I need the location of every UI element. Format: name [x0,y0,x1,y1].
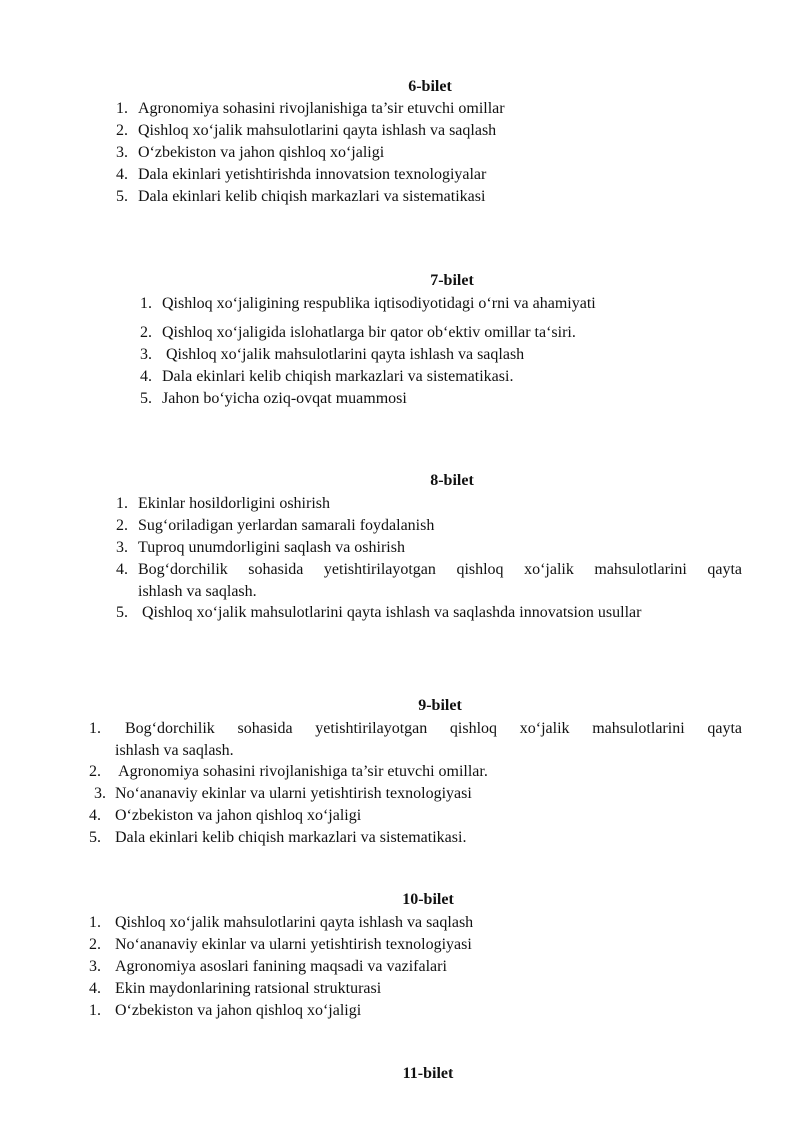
item-number: 3. [116,539,128,556]
item-text: O‘zbekiston va jahon qishloq xo‘jaligi [115,807,362,824]
item-text: Agronomiya sohasini rivojlanishiga ta’sir etuvchi omillar [138,100,505,117]
item-number: 5. [140,390,152,407]
ticket-title: 10-bilet [402,891,454,908]
ticket-title: 6-bilet [408,78,452,95]
item-text: Sug‘oriladigan yerlardan samarali foydalanish [138,517,435,534]
item-text: Qishloq xo‘jaligida islohatlarga bir qator ob‘ektiv omillar ta‘siri. [162,324,576,341]
item-text: Jahon bo‘yicha oziq-ovqat muammosi [162,390,407,407]
item-number: 1. [89,914,101,931]
ticket-title: 11-bilet [402,1065,454,1082]
item-text: Dala ekinlari kelib chiqish markazlari va sistematikasi. [162,368,514,385]
item-text: Agronomiya asoslari fanining maqsadi va vazifalari [115,958,447,975]
item-text: Dala ekinlari kelib chiqish markazlari va sistematikasi. [115,829,467,846]
item-number: 1. [89,1002,101,1019]
ticket-title: 7-bilet [430,272,474,289]
item-text: No‘ananaviy ekinlar va ularni yetishtirish texnologiyasi [115,936,472,953]
item-number: 3. [116,144,128,161]
item-number: 1. [116,100,128,117]
item-text: Dala ekinlari kelib chiqish markazlari va sistematikasi [138,188,486,205]
item-text: Tuproq unumdorligini saqlash va oshirish [138,539,405,556]
item-text-continuation: ishlash va saqlash. [115,742,234,759]
item-number: 4. [140,368,152,385]
item-number: 5. [116,604,128,621]
item-number: 1. [116,495,128,512]
item-number: 3. [140,346,152,363]
item-text: Agronomiya sohasini rivojlanishiga ta’sir etuvchi omillar. [115,763,488,780]
item-text: Qishloq xo‘jalik mahsulotlarini qayta ishlash va saqlash [115,914,474,931]
item-number: 5. [89,829,101,846]
item-number: 1. [89,720,101,737]
item-number: 3. [89,958,101,975]
item-number: 2. [89,763,101,780]
item-text: Bog‘dorchilik sohasida yetishtirilayotgan qishloq xo‘jalik mahsulotlarini qayta [138,561,742,578]
list-item [116,559,742,603]
item-number: 4. [116,166,128,183]
list-item [89,718,742,762]
item-number: 3. [94,785,106,802]
item-text: Qishloq xo‘jaligining respublika iqtisodiyotidagi o‘rni va ahamiyati [162,295,596,312]
item-number: 2. [116,122,128,139]
item-number: 4. [116,561,128,578]
item-text: Qishloq xo‘jalik mahsulotlarini qayta ishlash va saqlash [138,122,497,139]
item-number: 4. [89,980,101,997]
item-text: Qishloq xo‘jalik mahsulotlarini qayta ishlash va saqlash [162,346,525,363]
item-number: 2. [89,936,101,953]
item-text: Ekin maydonlarining ratsional strukturasi [115,980,382,997]
item-number: 1. [140,295,152,312]
item-text: No‘ananaviy ekinlar va ularni yetishtirish texnologiyasi [115,785,472,802]
item-text: Qishloq xo‘jalik mahsulotlarini qayta ishlash va saqlashda innovatsion usullar [138,604,642,621]
item-text: O‘zbekiston va jahon qishloq xo‘jaligi [115,1002,362,1019]
item-text: Dala ekinlari yetishtirishda innovatsion texnologiyalar [138,166,487,183]
item-number: 2. [116,517,128,534]
item-text: O‘zbekiston va jahon qishloq xo‘jaligi [138,144,385,161]
item-number: 4. [89,807,101,824]
item-number: 2. [140,324,152,341]
ticket-title: 8-bilet [430,472,474,489]
item-text: Bog‘dorchilik sohasida yetishtirilayotgan qishloq xo‘jalik mahsulotlarini qayta [125,720,742,737]
item-text: Ekinlar hosildorligini oshirish [138,495,330,512]
item-number: 5. [116,188,128,205]
item-text-continuation: ishlash va saqlash. [138,583,257,600]
ticket-title: 9-bilet [418,697,462,714]
